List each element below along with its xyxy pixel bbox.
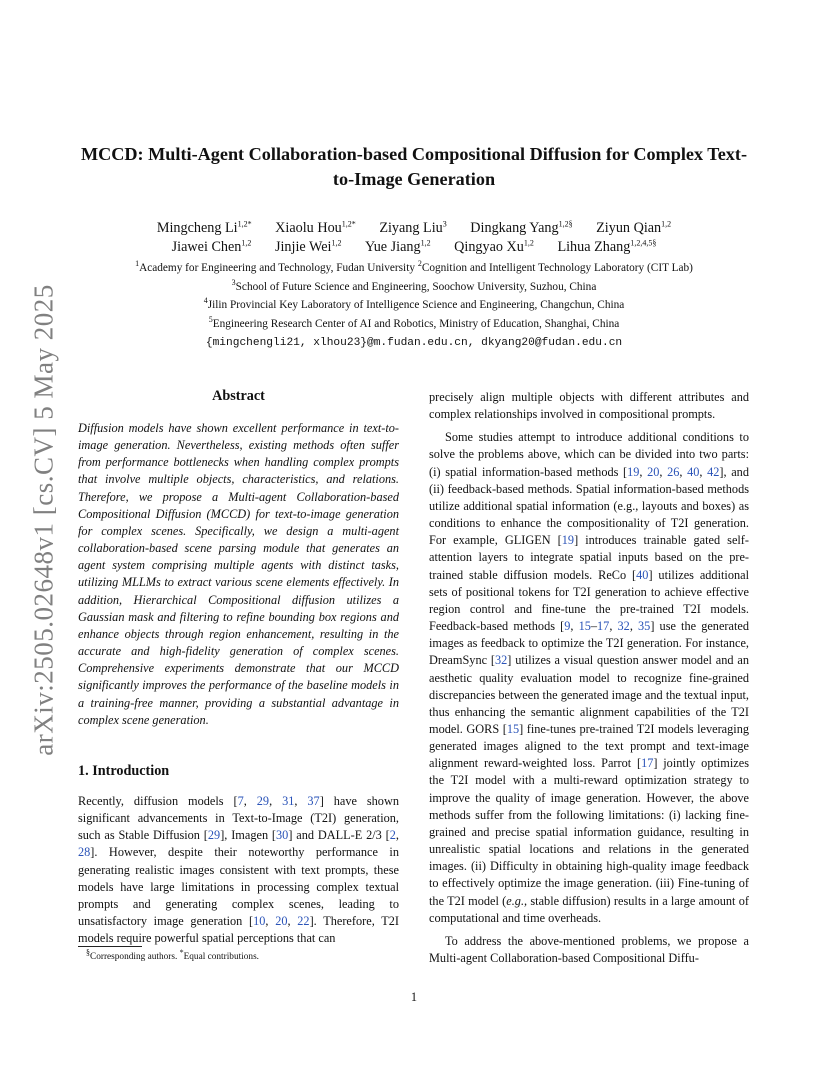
citation-link[interactable]: 20 bbox=[647, 464, 660, 479]
footnote-rule bbox=[78, 946, 142, 947]
section-heading-introduction: 1. Introduction bbox=[78, 763, 170, 779]
author-name: Lihua Zhang$^{1,2,4,5\S}$ bbox=[557, 238, 657, 255]
footnote-marker: * bbox=[179, 947, 184, 957]
citation-link[interactable]: 30 bbox=[276, 828, 289, 843]
footnote-marker: § bbox=[86, 947, 90, 957]
author-affiliation-marker: 1,2 bbox=[241, 238, 252, 248]
affiliation-marker: 3 bbox=[231, 278, 236, 288]
footnote-text: Equal contributions. bbox=[183, 952, 260, 962]
citation-link[interactable]: 32 bbox=[494, 653, 508, 668]
introduction-body bbox=[78, 793, 399, 947]
citation-link[interactable]: 35 bbox=[638, 619, 651, 634]
author-affiliation-marker: 1,2 bbox=[523, 238, 534, 248]
affiliation-2: Cognition and Intelligent Technology Laboratory (CIT Lab) bbox=[421, 262, 693, 274]
affiliation-line-1 bbox=[80, 260, 748, 276]
author-name: Ziyun Qian$^{1,2}$ bbox=[596, 219, 672, 236]
affiliation-1: Academy for Engineering and Technology, Fudan University bbox=[139, 262, 415, 274]
citation-link[interactable]: 29 bbox=[207, 828, 221, 843]
citation-link[interactable]: 15 bbox=[506, 721, 520, 736]
author-name: Qingyao Xu$^{1,2}$ bbox=[454, 238, 534, 255]
affiliation-line-2 bbox=[80, 279, 748, 295]
right-column-body bbox=[429, 389, 749, 967]
affiliation-line-4 bbox=[80, 316, 748, 332]
author-name: Dingkang Yang$^{1,2\S}$ bbox=[470, 219, 573, 236]
citation-link[interactable]: 40 bbox=[687, 464, 700, 479]
citation-link[interactable]: 42 bbox=[707, 464, 720, 479]
citation-link[interactable]: 17 bbox=[641, 756, 654, 771]
author-name: Jinjie Wei$^{1,2}$ bbox=[274, 238, 342, 255]
affiliation-3: School of Future Science and Engineering, Soochow University, Suzhou, China bbox=[235, 281, 597, 293]
citation-link[interactable]: 15 bbox=[578, 619, 591, 634]
citation-link[interactable]: 28 bbox=[78, 845, 91, 860]
author-name: Yue Jiang$^{1,2}$ bbox=[365, 238, 431, 255]
citation-link[interactable]: 2 bbox=[389, 828, 396, 843]
author-name: Ziyang Liu$^3$ bbox=[379, 219, 447, 236]
abstract-text: Diffusion models have shown excellent performance in text-to-image generation. Nevertheless, existing methods often suffer from performance bottlenecks when handling complex prompts that involve multiple objects, characteristics, and relations. Therefore, we propose a Multi-agent Collaboration-based Compositional Diffusion (MCCD) for text-to-image generation for complex scenes. Specifically, we design a multi-agent collaboration-based scene parsing module that generates an agent system comprising multiple agents with distinct tasks, utilizing MLLMs to extract various scene elements effectively. In addition, Hierarchical Compositional diffusion utilizes a Gaussian mask and filtering to refine bounding box regions and enhance objects through region enhancement, resulting in the accurate and high-fidelity generation of complex scenes. Comprehensive experiments demonstrate that our MCCD significantly improves the performance of the baseline models in a training-free manner, providing a substantial advantage in complex scene generation. bbox=[78, 421, 399, 727]
affiliation-marker: 2 bbox=[417, 259, 422, 269]
arxiv-identifier-stamp: arXiv:2505.02648v1 [cs.CV] 5 May 2025 bbox=[28, 284, 59, 756]
citation-link[interactable]: 7 bbox=[237, 794, 244, 808]
author-affiliation-marker: 1,2,4,5§ bbox=[630, 238, 657, 248]
paragraph: Recently, diffusion models [7, 29, 31, 37] have shown significant advancements in Text-to-Image (T2I) generation, such as Stable Diffusion [29], Imagen [30] and DALL-E 2/3 [2, 28]. However, despite their noteworthy performance in generating realistic images consistent with text prompts, these models have large limitations in processing complex textual prompts and generating complex scenes, leading to unsatisfactory image generation [10, 20, 22]. Therefore, T2I models require powerful spatial perceptions that can bbox=[78, 794, 399, 946]
abstract-heading: Abstract bbox=[212, 388, 265, 404]
citation-link[interactable]: 9 bbox=[564, 619, 571, 634]
paragraph: precisely align multiple objects with different attributes and complex relationships involved in compositional prompts. bbox=[429, 390, 749, 422]
citation-link[interactable]: 17 bbox=[597, 619, 610, 634]
author-affiliation-marker: 1,2§ bbox=[558, 219, 573, 229]
author-affiliation-marker: 1,2 bbox=[661, 219, 672, 229]
author-list-row-2 bbox=[80, 238, 748, 257]
paragraph: Some studies attempt to introduce additional conditions to solve the problems above, which can be divided into two parts: (i) spatial information-based methods [19, 20, 26, 40, 42], and (ii) feedback-based methods. Spatial information-based methods utilize additional spatial information (e.g., layouts and boxes) as conditions to enhance the compositionality of T2I generation. For example, GLIGEN [19] introduces trainable gated self-attention layers to integrate spatial inputs based on the pre-trained stable diffusion models. ReCo [40] utilizes additional sets of positional tokens for T2I generation to achieve effective region control and fine-tune the pre-trained T2I models. Feedback-based methods [9, 15–17, 32, 35] use the generated images as feedback to optimize the T2I generation. For instance, DreamSync [32] utilizes a visual question answer model and an aesthetic quality evaluation model to recognize fine-grained discrepancies between the generated image and the textual input, thus enhancing the semantic alignment capabilities of the T2I model. GORS [15] fine-tunes pre-trained T2I models leveraging generated images aligned to the text prompt and text-image alignment reward-weighted loss. Parrot [17] jointly optimizes the T2I model with a multi-reward optimization strategy to improve the quality of image generation. However, the above methods suffer from the following limitations: (i) lacking fine-grained and precise spatial information guidance, resulting in unrealistic spatial locations and relations in the generated images. (ii) Difficulty in obtaining high-quality image feedback to effectively optimize the image generation. (iii) Fine-tuning of the T2I model (e.g., stable diffusion) results in a large amount of computational and time overheads. bbox=[429, 430, 750, 925]
citation-link[interactable]: 19 bbox=[561, 533, 575, 548]
author-emails: {mingchengli21, xlhou23}@m.fudan.edu.cn, dkyang20@fudan.edu.cn bbox=[205, 337, 623, 349]
citation-link[interactable]: 29 bbox=[256, 794, 270, 808]
affiliation-marker: 5 bbox=[208, 315, 213, 325]
page-number: 1 bbox=[410, 990, 418, 1004]
paper-title: MCCD: Multi-Agent Collaboration-based Compositional Diffusion for Complex Text-to-Image Generation bbox=[80, 144, 748, 189]
affiliation-line-3 bbox=[80, 297, 748, 313]
affiliation-marker: 4 bbox=[203, 296, 208, 306]
citation-link[interactable]: 19 bbox=[627, 464, 640, 479]
author-name: Xiaolu Hou$^{1,2*}$ bbox=[275, 219, 356, 236]
author-affiliation-marker: 1,2* bbox=[341, 219, 356, 229]
author-name: Jiawei Chen$^{1,2}$ bbox=[171, 238, 252, 255]
citation-link[interactable]: 20 bbox=[275, 914, 288, 929]
citation-link[interactable]: 10 bbox=[253, 914, 266, 929]
citation-link[interactable]: 31 bbox=[282, 794, 295, 808]
footnote bbox=[86, 947, 260, 963]
citation-link[interactable]: 22 bbox=[297, 914, 310, 929]
affiliation-4: Jilin Provincial Key Laboratory of Intelligence Science and Engineering, Changchun, China bbox=[207, 299, 625, 311]
author-affiliation-marker: 1,2 bbox=[420, 238, 431, 248]
paragraph: To address the above-mentioned problems, we propose a Multi-agent Collaboration-based Compositional Diffu- bbox=[429, 933, 749, 965]
citation-link[interactable]: 32 bbox=[617, 619, 630, 634]
abstract-body bbox=[78, 420, 399, 729]
affiliation-marker: 1 bbox=[135, 259, 140, 269]
citation-link[interactable]: 37 bbox=[307, 794, 320, 808]
author-affiliation-marker: 1,2 bbox=[331, 238, 342, 248]
emphasis: e.g., bbox=[506, 893, 528, 908]
author-affiliation-marker: 3 bbox=[442, 219, 447, 229]
author-name: Mingcheng $Li^{1,2*}$ bbox=[156, 219, 252, 236]
author-affiliation-marker: 1,2* bbox=[237, 219, 252, 229]
author-list-row-1 bbox=[80, 219, 748, 238]
footnote-text: Corresponding authors. bbox=[90, 952, 180, 962]
citation-link[interactable]: 40 bbox=[636, 567, 649, 582]
affiliation-5: Engineering Research Center of AI and Robotics, Ministry of Education, Shanghai, China bbox=[212, 318, 620, 330]
citation-link[interactable]: 26 bbox=[667, 464, 680, 479]
